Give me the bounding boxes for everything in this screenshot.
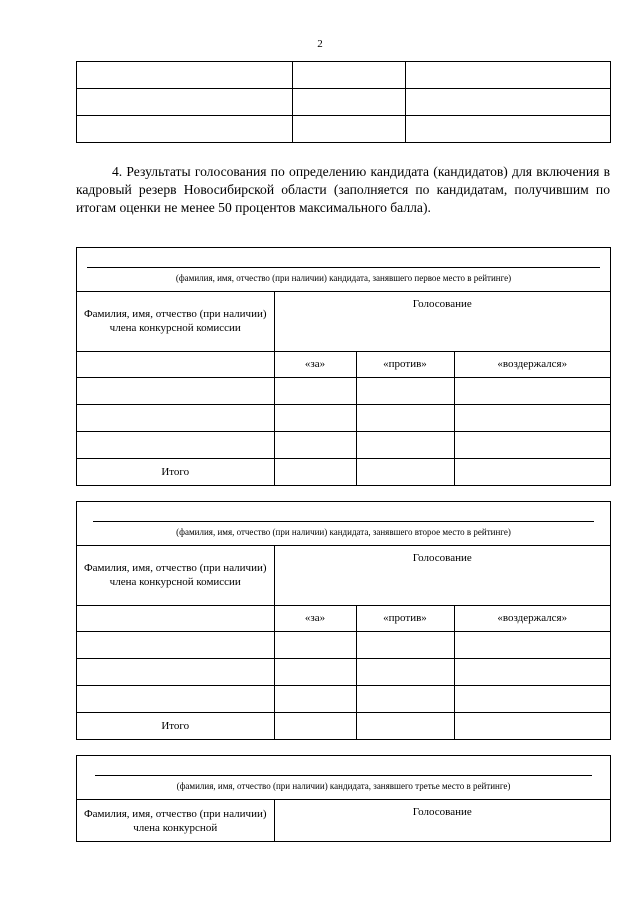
col-for-header: «за» [274,351,356,377]
table-cell[interactable] [293,116,406,143]
table-cell[interactable] [454,404,610,431]
table-cell[interactable] [77,631,274,658]
table-cell[interactable] [356,458,454,485]
table-cell[interactable] [274,685,356,712]
table-cell[interactable] [77,685,274,712]
voting-block-second [76,501,611,740]
table-cell[interactable] [406,62,611,89]
table-row [77,712,610,739]
voting-block-third [76,755,611,842]
table-cell[interactable] [356,712,454,739]
voting-header: Голосование [274,546,610,605]
table-cell[interactable] [274,458,356,485]
table-row [77,605,610,631]
table-cell[interactable] [454,712,610,739]
table-row [77,431,610,458]
table-cell[interactable] [406,89,611,116]
table-row [77,546,610,605]
table-cell[interactable] [77,62,293,89]
table-cell[interactable] [356,631,454,658]
total-label: Итого [77,458,274,485]
table-cell[interactable] [454,685,610,712]
table-cell[interactable] [77,116,293,143]
candidate-name-row [77,756,610,800]
table-row [77,377,610,404]
candidate-name-row [77,248,610,292]
voting-table [77,292,610,485]
candidate-caption: (фамилия, имя, отчество (при наличии) кандидата, занявшего второе место в рейтинге) [176,527,511,537]
table-cell[interactable] [77,89,293,116]
table-cell[interactable] [77,377,274,404]
table-cell[interactable] [274,631,356,658]
col-for-header: «за» [274,605,356,631]
col-against-header: «против» [356,605,454,631]
candidate-name-line[interactable] [95,775,592,776]
table-cell[interactable] [293,62,406,89]
table-cell[interactable] [356,404,454,431]
table-cell[interactable] [274,431,356,458]
voting-header: Голосование [274,292,610,351]
voting-table [77,800,610,841]
voting-header: Голосование [274,800,610,841]
table-row [77,89,611,116]
section-4-text: 4. Результаты голосования по определению кандидата (кандидатов) для включения в кадровый резерв Новосибирской области (заполняется по кандидатам, получившим по итогам оценки не менее 50 процентов максимального балла). [76,164,610,215]
table-cell[interactable] [356,658,454,685]
table-cell[interactable] [77,658,274,685]
table-row [77,631,610,658]
table-cell[interactable] [274,658,356,685]
table-cell[interactable] [77,404,274,431]
table-row [77,292,610,351]
table-cell[interactable] [356,685,454,712]
member-header: Фамилия, имя, отчество (при наличии) члена конкурсной [77,800,274,841]
table-cell[interactable] [356,377,454,404]
member-header: Фамилия, имя, отчество (при наличии) члена конкурсной комиссии [77,292,274,351]
table-cell[interactable] [454,458,610,485]
table-cell[interactable] [77,351,274,377]
table-cell[interactable] [274,377,356,404]
candidate-name-row [77,502,610,546]
table-cell[interactable] [274,712,356,739]
member-header: Фамилия, имя, отчество (при наличии) члена конкурсной комиссии [77,546,274,605]
table-row [77,658,610,685]
total-label: Итого [77,712,274,739]
table-cell[interactable] [454,631,610,658]
candidate-caption: (фамилия, имя, отчество (при наличии) кандидата, занявшего первое место в рейтинге) [175,273,512,283]
candidate-name-line[interactable] [93,521,594,522]
candidate-name-line[interactable] [87,267,600,268]
table-row [77,458,610,485]
table-cell[interactable] [454,431,610,458]
table-cell[interactable] [274,404,356,431]
table-cell[interactable] [454,658,610,685]
col-against-header: «против» [356,351,454,377]
col-abstain-header: «воздержался» [454,351,610,377]
table-cell[interactable] [356,431,454,458]
table-cell[interactable] [454,377,610,404]
candidate-caption: (фамилия, имя, отчество (при наличии) кандидата, занявшего третье место в рейтинге) [176,781,511,791]
table-row [77,116,611,143]
table-row [77,685,610,712]
section-4-paragraph [76,163,610,217]
table-cell[interactable] [406,116,611,143]
col-abstain-header: «воздержался» [454,605,610,631]
table-cell[interactable] [293,89,406,116]
table-row [77,62,611,89]
voting-table [77,546,610,739]
voting-block-first [76,247,611,486]
table-row [77,404,610,431]
page-number: 2 [317,38,323,50]
table-cell[interactable] [77,431,274,458]
table-row [77,351,610,377]
table-cell[interactable] [77,605,274,631]
top-table [76,61,611,143]
table-row [77,800,610,841]
